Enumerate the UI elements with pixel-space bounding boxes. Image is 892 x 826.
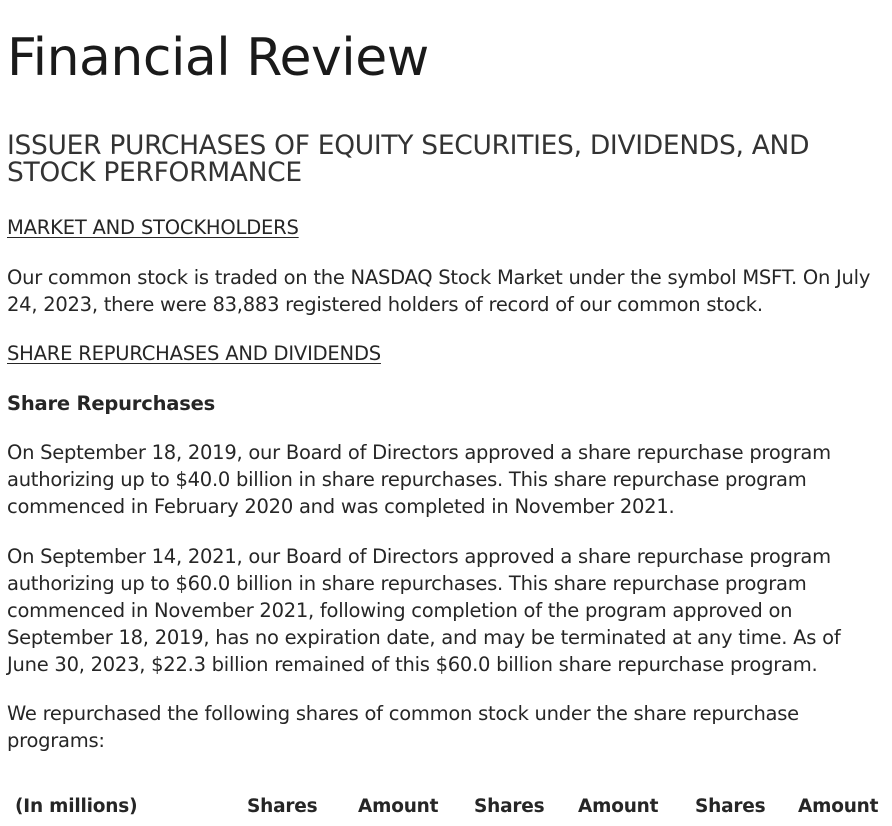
column-header-shares: Shares	[695, 796, 766, 817]
column-header-shares: Shares	[247, 796, 318, 817]
paragraph-2021-program: On September 14, 2021, our Board of Directors approved a share repurchase program authorizing up to $60.0 billion in share repurchases. This share repurchase program commenced in November 2021, following completion of the program approved on September 18, 2019, has no expiration date, and may be terminated at any time. As of June 30, 2023, $22.3 billion remained of this $60.0 billion share repurchase program.	[7, 545, 841, 676]
section-heading: ISSUER PURCHASES OF EQUITY SECURITIES, DIVIDENDS, AND STOCK PERFORMANCE	[7, 130, 810, 188]
column-header-amount: Amount	[798, 796, 879, 817]
share-repurchases-dividends-heading: SHARE REPURCHASES AND DIVIDENDS	[7, 342, 381, 365]
column-header-amount: Amount	[358, 796, 439, 817]
column-header-amount: Amount	[578, 796, 659, 817]
page-title: Financial Review	[7, 28, 429, 88]
share-repurchases-title: Share Repurchases	[7, 392, 216, 415]
repurchase-table-header	[7, 793, 887, 823]
market-stockholders-heading: MARKET AND STOCKHOLDERS	[7, 216, 299, 239]
market-paragraph: Our common stock is traded on the NASDAQ Stock Market under the symbol MSFT. On July 24, 2023, there were 83,883 registered holders of record of our common stock.	[7, 266, 871, 316]
paragraph-2019-program: On September 18, 2019, our Board of Directors approved a share repurchase program authorizing up to $40.0 billion in share repurchases. This share repurchase program commenced in February 2020 and was completed in November 2021.	[7, 441, 831, 518]
column-header-units: (In millions)	[15, 796, 138, 817]
paragraph-table-intro: We repurchased the following shares of common stock under the share repurchase programs:	[7, 702, 799, 752]
column-header-shares: Shares	[474, 796, 545, 817]
